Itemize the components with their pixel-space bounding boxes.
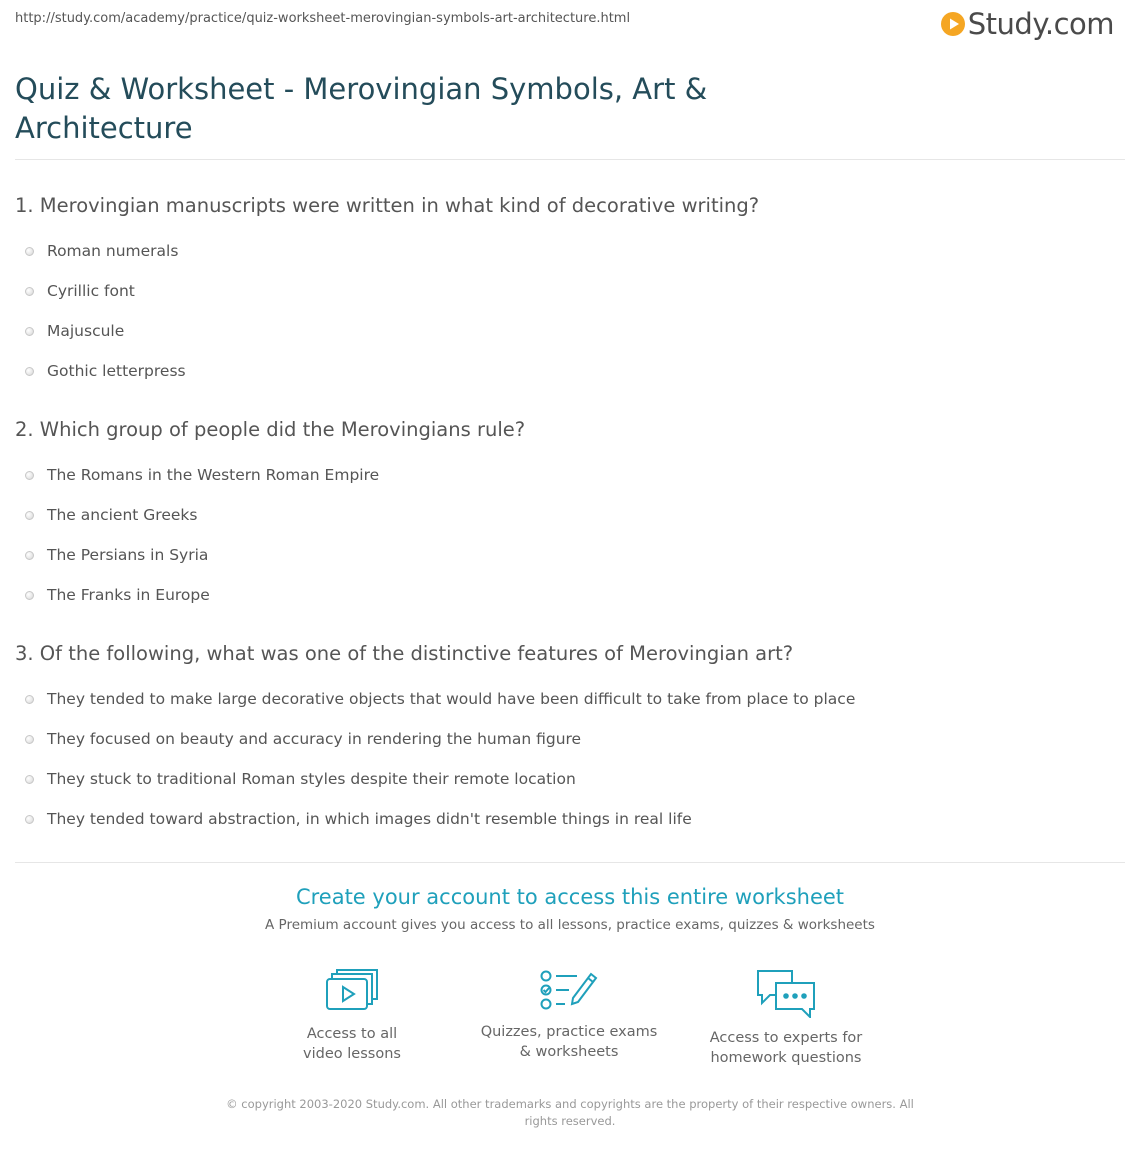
feature-experts [676,968,896,1068]
answer-option[interactable] [15,351,1125,391]
question-3 [15,641,1125,839]
feature-video-lessons [242,968,462,1064]
radio-icon[interactable] [25,367,34,376]
radio-icon[interactable] [25,471,34,480]
feature-label: Access to all video lessons [303,1026,401,1062]
radio-icon[interactable] [25,695,34,704]
feature-label: Quizzes, practice exams & worksheets [480,1024,658,1060]
answer-option[interactable] [15,575,1125,615]
title-divider [15,159,1125,160]
page-url: http://study.com/academy/practice/quiz-worksheet-merovingian-symbols-art-architecture.html [15,11,631,26]
chat-bubbles-icon [754,968,818,1018]
answer-option[interactable] [15,311,1125,351]
answer-option[interactable] [15,455,1125,495]
quiz-checklist-icon [539,968,599,1012]
cta-subtitle: A Premium account gives you access to all lessons, practice exams, quizzes & worksheets [265,917,875,933]
feature-quizzes [459,968,679,1062]
question-text: 2. Which group of people did the Merovingians rule? [15,418,526,441]
create-account-link[interactable]: Create your account to access this entire worksheet [295,885,845,909]
footer-copyright: © copyright 2003-2020 Study.com. All other trademarks and copyrights are the property of their respective owners. All rights reserved. [226,1097,914,1128]
question-2 [15,417,1125,615]
option-label: The Romans in the Western Roman Empire [47,466,380,484]
radio-icon[interactable] [25,511,34,520]
option-label: The Persians in Syria [47,546,209,564]
option-label: Gothic letterpress [47,362,186,380]
radio-icon[interactable] [25,327,34,336]
option-label: They stuck to traditional Roman styles despite their remote location [47,770,576,788]
radio-icon[interactable] [25,247,34,256]
radio-icon[interactable] [25,287,34,296]
radio-icon[interactable] [25,735,34,744]
option-label: They focused on beauty and accuracy in rendering the human figure [47,730,582,748]
option-label: Majuscule [47,322,125,340]
answer-option[interactable] [15,231,1125,271]
page-title: Quiz & Worksheet - Merovingian Symbols, Art & Architecture [15,72,708,145]
answer-option[interactable] [15,759,1125,799]
answer-option[interactable] [15,271,1125,311]
answer-option[interactable] [15,535,1125,575]
study-logo[interactable] [941,7,1114,41]
cta-divider [15,862,1125,863]
question-text: 3. Of the following, what was one of the distinctive features of Merovingian art? [15,642,794,665]
feature-label: Access to experts for homework questions [709,1030,863,1066]
option-label: The ancient Greeks [47,506,198,524]
answer-option[interactable] [15,679,1125,719]
answer-option[interactable] [15,495,1125,535]
option-label: They tended to make large decorative objects that would have been difficult to take from place to place [47,690,856,708]
option-label: Roman numerals [47,242,179,260]
radio-icon[interactable] [25,815,34,824]
radio-icon[interactable] [25,775,34,784]
option-label: The Franks in Europe [47,586,210,604]
answer-option[interactable] [15,799,1125,839]
question-1 [15,193,1125,391]
option-label: Cyrillic font [47,282,135,300]
question-text: 1. Merovingian manuscripts were written in what kind of decorative writing? [15,194,760,217]
radio-icon[interactable] [25,591,34,600]
option-label: They tended toward abstraction, in which images didn't resemble things in real life [47,810,692,828]
video-lessons-icon [324,968,380,1014]
radio-icon[interactable] [25,551,34,560]
answer-option[interactable] [15,719,1125,759]
logo-text: Study.com [967,7,1114,41]
play-circle-logo-icon [941,12,965,36]
